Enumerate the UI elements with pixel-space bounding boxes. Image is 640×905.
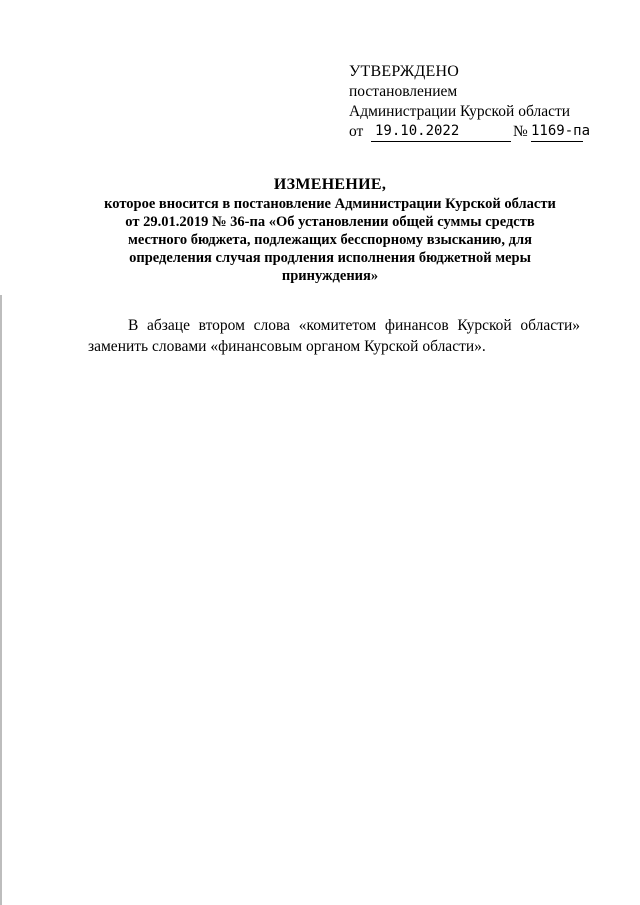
title-line-4: определения случая продления исполнения бюджетной меры bbox=[129, 250, 531, 266]
number-label: № bbox=[513, 123, 528, 140]
document-title bbox=[70, 175, 590, 285]
body-line-1: В абзаце втором слова «комитетом финансов Курской области» bbox=[128, 317, 580, 334]
document-body bbox=[88, 315, 580, 357]
date-value: 19.10.2022 bbox=[371, 122, 511, 142]
title-line-2: от 29.01.2019 № 36-па «Об установлении общей суммы средств bbox=[125, 214, 535, 230]
body-line-2: заменить словами «финансовым органом Курской области». bbox=[88, 338, 486, 355]
title-line-5: принуждения» bbox=[281, 268, 379, 284]
scan-edge-mark bbox=[0, 295, 2, 905]
approval-stamp bbox=[349, 62, 609, 144]
title-main: ИЗМЕНЕНИЕ, bbox=[273, 176, 387, 193]
approval-date-row bbox=[349, 122, 609, 144]
number-value: 1169-па bbox=[531, 122, 583, 142]
approval-line-2: Администрации Курской области bbox=[349, 103, 571, 120]
title-line-3: местного бюджета, подлежащих бесспорному взысканию, для bbox=[128, 232, 532, 248]
title-line-1: которое вносится в постановление Администрации Курской области bbox=[104, 196, 556, 212]
approval-heading: УТВЕРЖДЕНО bbox=[349, 63, 460, 80]
approval-line-1: постановлением bbox=[349, 83, 458, 100]
date-label: от bbox=[349, 123, 364, 140]
